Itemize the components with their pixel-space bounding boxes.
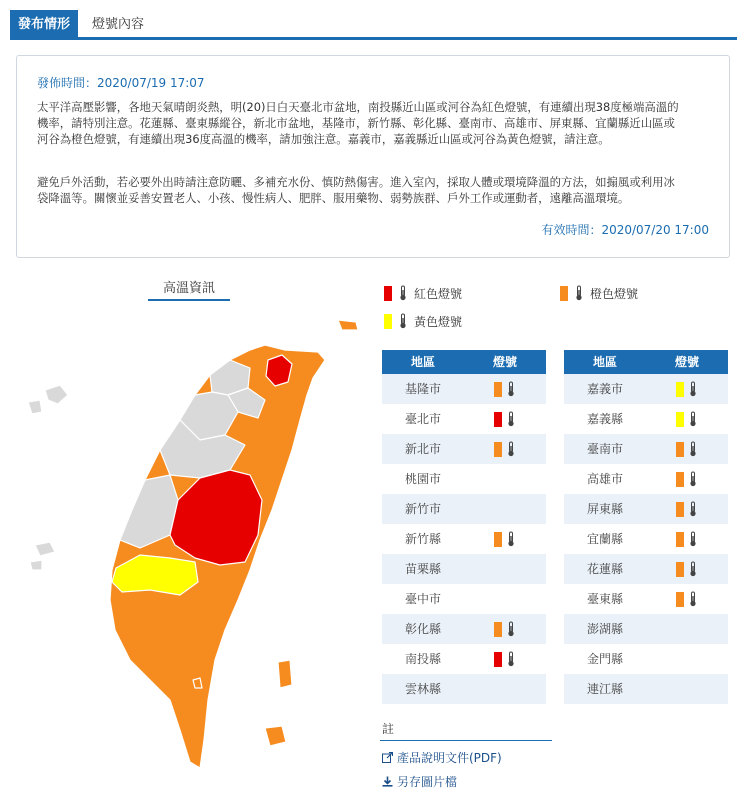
thermometer-icon: [506, 651, 516, 667]
legend-yellow-label: 黃色燈號: [414, 314, 463, 329]
header-signal: 燈號: [492, 355, 517, 369]
region-name: 南投縣: [404, 652, 441, 666]
table-row: [564, 494, 728, 524]
orange-swatch: [494, 622, 502, 637]
signal-cell: [646, 404, 728, 434]
header-region: 地區: [410, 355, 435, 369]
tab-signal-content[interactable]: 燈號內容: [92, 17, 145, 32]
thermometer-icon: [688, 471, 698, 487]
table-row: [564, 674, 728, 704]
signal-cell: [464, 614, 546, 644]
thermometer-icon: [398, 285, 408, 301]
header-region: 地區: [592, 355, 617, 369]
map-island-matsu: [338, 320, 358, 330]
warning-table-right: [564, 350, 728, 704]
download-icon: [382, 776, 393, 787]
map-title: 高溫資訊: [148, 277, 230, 301]
thermometer-icon: [688, 561, 698, 577]
thermometer-icon: [688, 381, 698, 397]
region-name: 苗栗縣: [404, 562, 441, 576]
map-island-penghu-2: [28, 400, 42, 414]
map-island-orchid: [265, 726, 286, 746]
yellow-swatch: [384, 314, 392, 329]
region-name: 澎湖縣: [586, 622, 623, 636]
map-island-kinmen-2: [30, 560, 42, 570]
orange-swatch: [560, 286, 568, 301]
signal-cell: [646, 584, 728, 614]
region-name: 高雄市: [586, 472, 623, 486]
orange-swatch: [494, 382, 502, 397]
red-swatch: [384, 286, 392, 301]
region-name: 花蓮縣: [586, 562, 623, 576]
note-divider: [380, 740, 552, 741]
map-island-liuqiu: [193, 678, 202, 688]
save-image-label[interactable]: 另存圖片檔: [397, 775, 458, 789]
signal-cell: [464, 644, 546, 674]
signal-cell: [464, 494, 546, 524]
region-name: 彰化縣: [404, 622, 441, 636]
signal-cell: [646, 644, 728, 674]
orange-swatch: [676, 532, 684, 547]
map-island-penghu-1: [45, 385, 68, 404]
signal-cell: [464, 524, 546, 554]
orange-swatch: [676, 472, 684, 487]
signal-cell: [646, 674, 728, 704]
region-name: 臺中市: [404, 592, 441, 606]
thermometer-icon: [688, 441, 698, 457]
orange-swatch: [676, 562, 684, 577]
region-name: 新竹市: [404, 502, 441, 516]
pdf-link[interactable]: [382, 749, 502, 766]
external-link-icon: [382, 752, 393, 763]
orange-swatch: [676, 502, 684, 517]
taiwan-heat-map: [20, 300, 365, 775]
region-name: 嘉義縣: [586, 412, 623, 426]
table-row: [564, 374, 728, 404]
table-row: [564, 464, 728, 494]
legend-yellow: [384, 312, 462, 330]
thermometer-icon: [506, 441, 516, 457]
notice-paragraph-2: [37, 174, 709, 206]
region-name: 桃園市: [404, 472, 441, 486]
thermometer-icon: [506, 381, 516, 397]
notice-paragraph-1: [37, 99, 709, 147]
thermometer-icon: [688, 531, 698, 547]
table-row: [382, 644, 546, 674]
legend-orange: [560, 284, 638, 302]
table-row: [382, 434, 546, 464]
table-row: [564, 524, 728, 554]
signal-cell: [646, 464, 728, 494]
orange-swatch: [676, 442, 684, 457]
table-row: [382, 674, 546, 704]
region-name: 新竹縣: [404, 532, 441, 546]
signal-cell: [464, 374, 546, 404]
notice-line: 太平洋高壓影響，各地天氣晴朗炎熱，明(20)日白天臺北市盆地，南投縣近山區或河谷為紅色燈號，有連續出現38度極端高溫的: [37, 100, 679, 114]
thermometer-icon: [688, 411, 698, 427]
table-row: [382, 464, 546, 494]
orange-swatch: [676, 592, 684, 607]
legend-red: [384, 284, 462, 302]
red-swatch: [494, 412, 502, 427]
header-signal: 燈號: [674, 355, 699, 369]
thermometer-icon: [688, 591, 698, 607]
thermometer-icon: [506, 621, 516, 637]
table-row: [564, 554, 728, 584]
issue-time: 發佈時間：2020/07/19 17:07: [37, 76, 205, 90]
map-island-green: [278, 660, 292, 688]
signal-cell: [646, 554, 728, 584]
valid-time: 有效時間：2020/07/20 17:00: [541, 223, 709, 237]
table-row: [564, 614, 728, 644]
region-name: 新北市: [404, 442, 441, 456]
notice-line: 河谷為橙色燈號，有連續出現36度高溫的機率，請加強注意。嘉義市，嘉義縣近山區或河谷為黃色燈號，請注意。: [37, 132, 610, 146]
notice-line: 袋降溫等。關懷並妥善安置老人、小孩、慢性病人、肥胖、服用藥物、弱勢族群、戶外工作或運動者，遠離高溫環境。: [37, 191, 630, 205]
table-row: [564, 404, 728, 434]
notice-line: 機率，請特別注意。花蓮縣、臺東縣縱谷，新北市盆地，基隆市，新竹縣、彰化縣、臺南市、高雄市、屏東縣、宜蘭縣近山區或: [37, 116, 675, 130]
thermometer-icon: [398, 313, 408, 329]
signal-cell: [646, 494, 728, 524]
map-island-kinmen-1: [35, 542, 55, 556]
legend-red-label: 紅色燈號: [414, 286, 463, 301]
region-name: 嘉義市: [586, 382, 623, 396]
thermometer-icon: [688, 501, 698, 517]
warning-table-left: [382, 350, 546, 704]
tab-status[interactable]: 發布情形: [10, 10, 78, 40]
table-row: [382, 614, 546, 644]
table-row: [382, 404, 546, 434]
note-label: 註: [382, 722, 395, 736]
yellow-swatch: [676, 382, 684, 397]
region-name: 臺東縣: [586, 592, 623, 606]
table-row: [382, 374, 546, 404]
region-name: 臺北市: [404, 412, 441, 426]
region-name: 宜蘭縣: [586, 532, 623, 546]
yellow-swatch: [676, 412, 684, 427]
table-row: [564, 644, 728, 674]
signal-cell: [464, 674, 546, 704]
tab-bar: [10, 8, 737, 40]
save-image-link[interactable]: [382, 773, 457, 790]
thermometer-icon: [574, 285, 584, 301]
orange-swatch: [494, 442, 502, 457]
orange-swatch: [494, 532, 502, 547]
region-name: 雲林縣: [404, 682, 441, 696]
table-row: [382, 524, 546, 554]
signal-cell: [646, 524, 728, 554]
thermometer-icon: [506, 411, 516, 427]
signal-cell: [646, 374, 728, 404]
red-swatch: [494, 652, 502, 667]
pdf-link-label[interactable]: 產品說明文件(PDF): [397, 751, 502, 765]
signal-cell: [464, 584, 546, 614]
signal-cell: [646, 614, 728, 644]
signal-cell: [464, 554, 546, 584]
region-name: 連江縣: [586, 682, 623, 696]
table-header: [564, 350, 728, 374]
table-row: [564, 434, 728, 464]
notice-box: [16, 55, 730, 258]
region-name: 金門縣: [586, 652, 623, 666]
thermometer-icon: [506, 531, 516, 547]
table-row: [382, 584, 546, 614]
table-row: [382, 554, 546, 584]
signal-cell: [464, 464, 546, 494]
signal-cell: [464, 434, 546, 464]
notice-line: 避免戶外活動，若必要外出時請注意防曬、多補充水份、慎防熱傷害。進入室內，採取人體或環境降溫的方法，如搧風或利用冰: [37, 175, 675, 189]
legend-orange-label: 橙色燈號: [590, 286, 639, 301]
region-name: 臺南市: [586, 442, 623, 456]
table-header: [382, 350, 546, 374]
table-row: [564, 584, 728, 614]
signal-cell: [464, 404, 546, 434]
region-name: 屏東縣: [586, 502, 623, 516]
region-name: 基隆市: [404, 382, 441, 396]
signal-cell: [646, 434, 728, 464]
table-row: [382, 494, 546, 524]
